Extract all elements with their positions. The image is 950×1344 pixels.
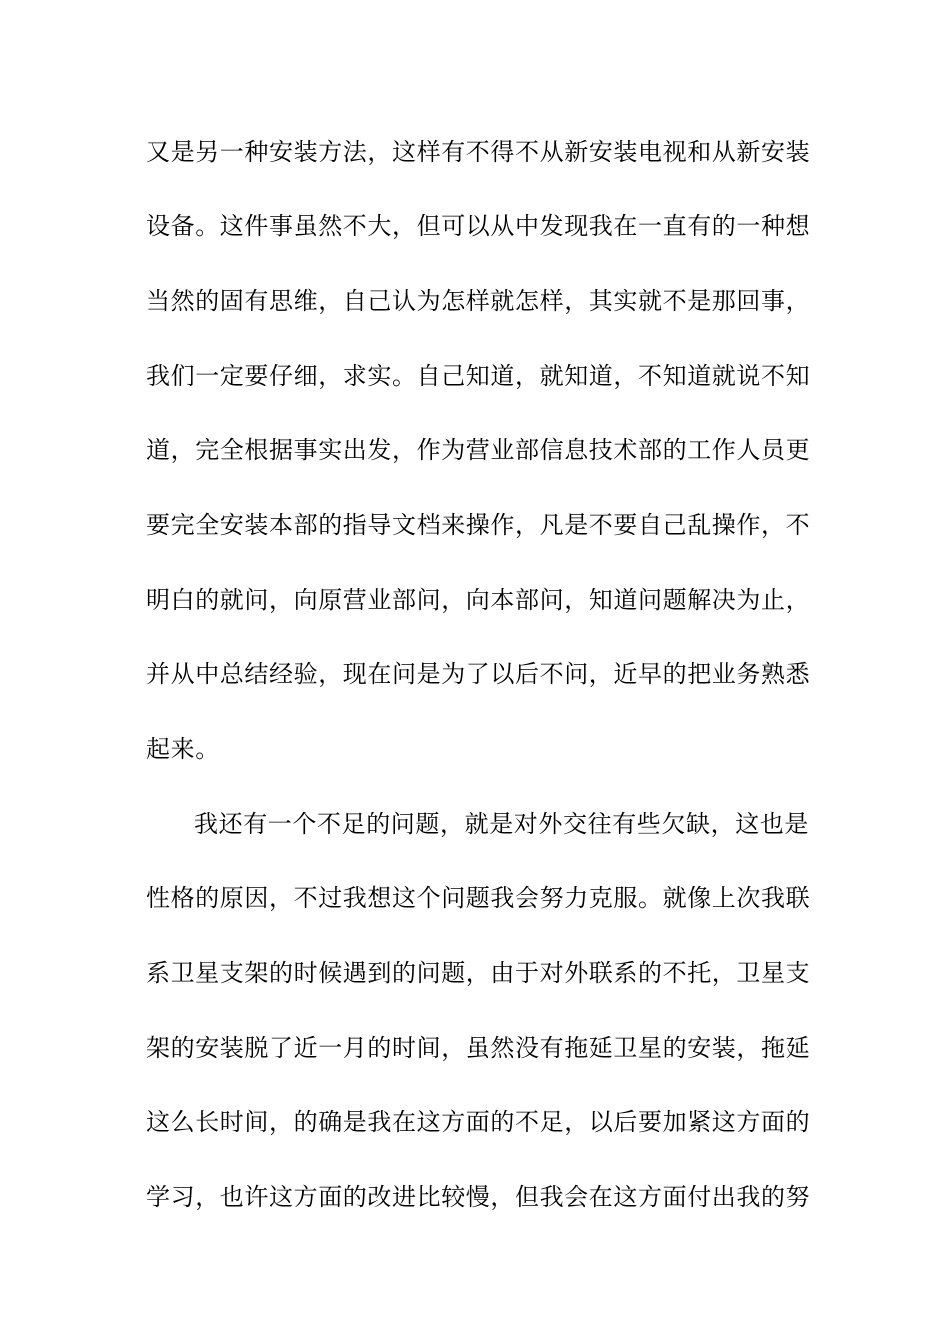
text-line: 学习，也许这方面的改进比较慢，但我会在这方面付出我的努	[146, 1183, 811, 1211]
text-line: 性格的原因，不过我想这个问题我会努力克服。就像上次我联	[146, 884, 811, 912]
text-line: 我们一定要仔细，求实。自己知道，就知道，不知道就说不知	[146, 362, 811, 390]
text-line: 当然的固有思维，自己认为怎样就怎样，其实就不是那回事，	[146, 287, 811, 315]
text-line: 系卫星支架的时候遇到的问题，由于对外联系的不托，卫星支	[146, 959, 811, 987]
text-line: 我还有一个不足的问题，就是对外交往有些欠缺，这也是	[194, 810, 809, 838]
text-line: 这么长时间，的确是我在这方面的不足，以后要加紧这方面的	[146, 1108, 811, 1136]
text-line: 道，完全根据事实出发，作为营业部信息技术部的工作人员更	[146, 436, 811, 464]
text-line: 起来。	[146, 735, 220, 763]
text-line: 明白的就问，向原营业部问，向本部问，知道问题解决为止，	[146, 586, 811, 614]
text-line: 要完全安装本部的指导文档来操作，凡是不要自己乱操作，不	[146, 511, 811, 539]
text-line: 又是另一种安装方法，这样有不得不从新安装电视和从新安装	[146, 138, 811, 166]
text-line: 并从中总结经验，现在问是为了以后不问，近早的把业务熟悉	[146, 660, 811, 688]
text-line: 架的安装脱了近一月的时间，虽然没有拖延卫星的安装，拖延	[146, 1034, 811, 1062]
text-line: 设备。这件事虽然不大，但可以从中发现我在一直有的一种想	[146, 212, 811, 240]
